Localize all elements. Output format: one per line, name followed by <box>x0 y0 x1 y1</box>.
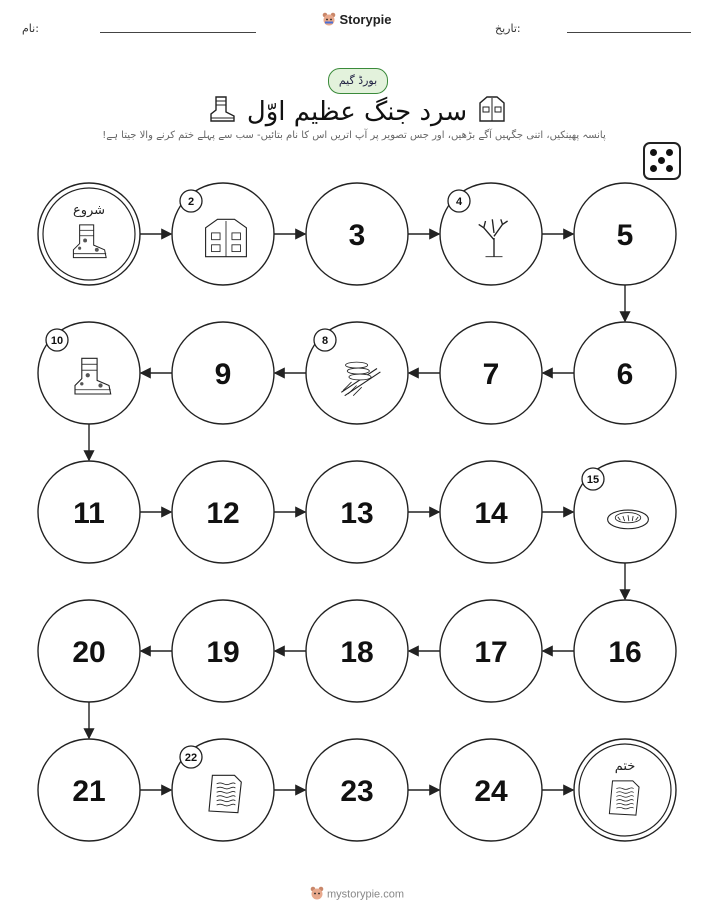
board-cell-2[interactable] <box>172 183 274 285</box>
board-cell-23[interactable] <box>306 739 408 841</box>
cell-number: 18 <box>340 636 374 669</box>
document-icon <box>609 781 639 815</box>
instructions: پانسہ پھینکیں، اتنی جگہیں آگے بڑھیں، اور جس تصویر پر آپ اتریں اس کا نام بتائیں- سب سے پہلے ختم کرنے والا جیتا ہے! <box>102 130 606 141</box>
board-cell-21[interactable] <box>38 739 140 841</box>
board-cell-5[interactable] <box>574 183 676 285</box>
cell-number-badge: 8 <box>321 335 329 347</box>
board-cell-8[interactable] <box>306 322 408 424</box>
board-cell-20[interactable] <box>38 600 140 702</box>
cell-number-badge: 4 <box>455 196 463 208</box>
cell-number: 14 <box>474 497 508 530</box>
cell-number: 20 <box>72 636 106 669</box>
board-cell-14[interactable] <box>440 461 542 563</box>
crater-icon <box>608 510 649 529</box>
cell-number: 17 <box>474 636 508 669</box>
cell-number: 19 <box>206 636 240 669</box>
cell-number: 24 <box>474 775 508 808</box>
military-jacket-icon <box>206 219 247 256</box>
cell-number-badge: 10 <box>50 335 64 347</box>
cell-number: 6 <box>616 358 634 391</box>
board-cell-13[interactable] <box>306 461 408 563</box>
board-cell-7[interactable] <box>440 322 542 424</box>
board-cell-9[interactable] <box>172 322 274 424</box>
board-cell-22[interactable] <box>172 739 274 841</box>
board-cell-11[interactable] <box>38 461 140 563</box>
board-cell-4[interactable] <box>440 183 542 285</box>
cell-number: 5 <box>616 219 634 252</box>
date-label: تاریخ: <box>495 22 521 35</box>
cell-number: 23 <box>340 775 374 808</box>
name-label: نام: <box>22 22 39 35</box>
board-cell-1[interactable] <box>38 183 140 285</box>
board-cell-24[interactable] <box>440 739 542 841</box>
board-cell-25[interactable] <box>574 739 676 841</box>
cell-number-badge: 2 <box>187 196 195 208</box>
board-cell-12[interactable] <box>172 461 274 563</box>
board-cell-15[interactable] <box>574 461 676 563</box>
board-cell-10[interactable] <box>38 322 140 424</box>
cell-number: 3 <box>348 219 366 252</box>
start-label: شروع <box>72 203 106 218</box>
cell-number: 9 <box>214 358 232 391</box>
board-cell-6[interactable] <box>574 322 676 424</box>
footer-bear-logo-icon <box>310 886 324 903</box>
finish-label: ختم <box>614 759 636 774</box>
cell-number: 13 <box>340 497 374 530</box>
document-icon <box>209 775 241 812</box>
title-text: سرد جنگ عظیم اوّل <box>246 97 468 127</box>
board-cell-19[interactable] <box>172 600 274 702</box>
footer <box>0 886 714 903</box>
board-cell-18[interactable] <box>306 600 408 702</box>
cell-number-badge: 22 <box>184 752 198 764</box>
cell-number-badge: 15 <box>586 474 600 486</box>
cell-number: 12 <box>206 497 240 530</box>
board-cell-3[interactable] <box>306 183 408 285</box>
brand-name: Storypie <box>339 12 392 27</box>
board-cell-17[interactable] <box>440 600 542 702</box>
cell-number: 21 <box>72 775 106 808</box>
cell-number: 16 <box>608 636 642 669</box>
board-game-badge: بورڈ گیم <box>328 68 388 94</box>
footer-url: mystorypie.com <box>326 888 405 901</box>
cell-number: 11 <box>73 497 105 530</box>
cell-number: 7 <box>482 358 500 391</box>
board-cell-16[interactable] <box>574 600 676 702</box>
